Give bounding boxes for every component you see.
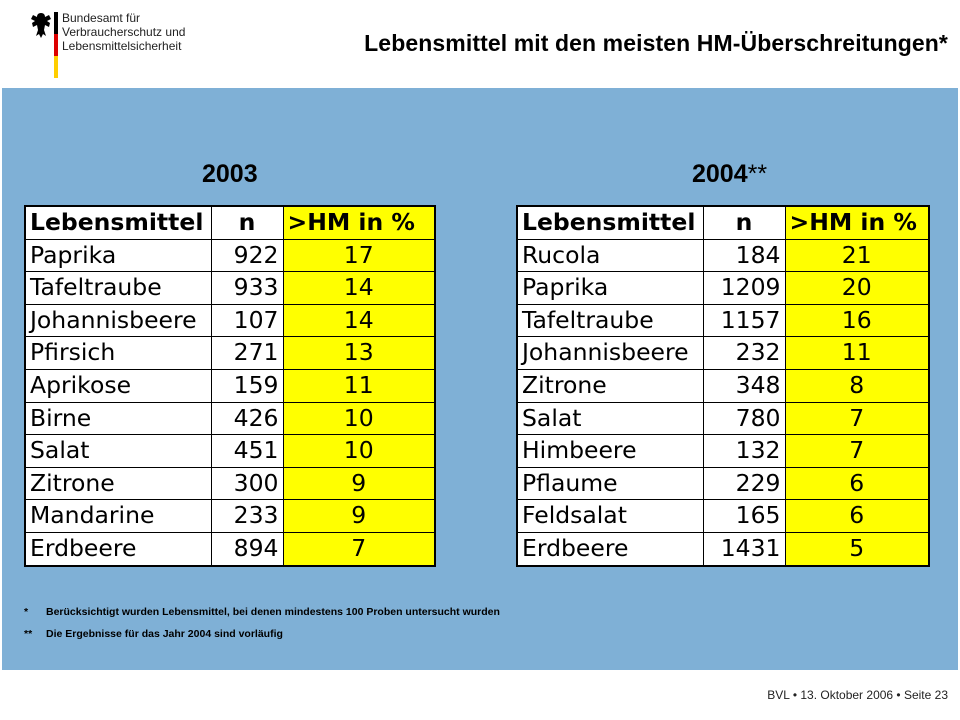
cell-n: 1431: [703, 532, 785, 565]
footnote-1: [24, 606, 500, 618]
cell-n: 159: [211, 369, 283, 402]
cell-n: 451: [211, 435, 283, 468]
cell-n: 348: [703, 369, 785, 402]
footnote-2: [24, 628, 283, 640]
table-row: [25, 304, 435, 337]
table-row: [517, 369, 929, 402]
table-row: [25, 272, 435, 305]
cell-food: Feldsalat: [517, 500, 703, 533]
bvl-logo: [28, 10, 228, 80]
table-row: [25, 467, 435, 500]
cell-food: Salat: [517, 402, 703, 435]
cell-food: Mandarine: [25, 500, 211, 533]
cell-pct: 7: [283, 532, 435, 565]
cell-n: 107: [211, 304, 283, 337]
year-2003-heading: [202, 160, 258, 189]
cell-food: Tafeltraube: [517, 304, 703, 337]
table-row: [517, 435, 929, 468]
header-pct: >HM in %: [785, 206, 929, 239]
header-food: Lebensmittel: [25, 206, 211, 239]
cell-food: Salat: [25, 435, 211, 468]
cell-pct: 14: [283, 272, 435, 305]
cell-food: Erdbeere: [25, 532, 211, 565]
table-row: [517, 304, 929, 337]
footnote-1-text: Berücksichtigt wurden Lebensmittel, bei denen mindestens 100 Proben untersucht wurden: [46, 606, 500, 618]
table-row: [517, 337, 929, 370]
slide-footer: BVL • 13. Oktober 2006 • Seite 23: [767, 688, 948, 702]
table-row: [25, 500, 435, 533]
year-2004-heading: [692, 160, 767, 189]
cell-pct: 20: [785, 272, 929, 305]
cell-food: Pfirsich: [25, 337, 211, 370]
cell-n: 1209: [703, 272, 785, 305]
table-row: [25, 239, 435, 272]
year-2004-label: 2004: [692, 160, 748, 188]
cell-pct: 17: [283, 239, 435, 272]
cell-n: 233: [211, 500, 283, 533]
cell-food: Erdbeere: [517, 532, 703, 565]
logo-line-3: Lebensmittelsicherheit: [62, 39, 182, 53]
federal-eagle-icon: [28, 10, 54, 40]
logo-line-1: Bundesamt für: [62, 11, 141, 25]
table-row: [25, 337, 435, 370]
cell-n: 894: [211, 532, 283, 565]
cell-pct: 10: [283, 402, 435, 435]
footnote-1-mark: *: [24, 606, 29, 618]
header-pct: >HM in %: [283, 206, 435, 239]
cell-pct: 8: [785, 369, 929, 402]
cell-n: 1157: [703, 304, 785, 337]
cell-food: Zitrone: [25, 467, 211, 500]
table-row: [517, 272, 929, 305]
table-2003: [24, 205, 436, 567]
page-title: Lebensmittel mit den meisten HM-Überschreitungen*: [364, 30, 948, 56]
cell-food: Zitrone: [517, 369, 703, 402]
table-row: [517, 402, 929, 435]
cell-n: 184: [703, 239, 785, 272]
cell-n: 933: [211, 272, 283, 305]
cell-pct: 16: [785, 304, 929, 337]
cell-food: Birne: [25, 402, 211, 435]
table-row: [25, 532, 435, 565]
cell-n: 132: [703, 435, 785, 468]
table-header-row: [517, 206, 929, 239]
header-n: n: [703, 206, 785, 239]
year-2003-label: 2003: [202, 160, 258, 188]
cell-n: 271: [211, 337, 283, 370]
cell-food: Johannisbeere: [517, 337, 703, 370]
cell-pct: 9: [283, 500, 435, 533]
cell-food: Himbeere: [517, 435, 703, 468]
cell-pct: 6: [785, 467, 929, 500]
cell-n: 229: [703, 467, 785, 500]
cell-food: Pflaume: [517, 467, 703, 500]
logo-text: [62, 11, 185, 53]
table-row: [517, 500, 929, 533]
cell-food: Paprika: [25, 239, 211, 272]
table-row: [517, 467, 929, 500]
cell-pct: 5: [785, 532, 929, 565]
flag-bar: [54, 12, 58, 78]
footnote-2-text: Die Ergebnisse für das Jahr 2004 sind vorläufig: [46, 628, 283, 640]
table-header-row: [25, 206, 435, 239]
cell-n: 232: [703, 337, 785, 370]
logo-line-2: Verbraucherschutz und: [62, 25, 186, 39]
cell-pct: 13: [283, 337, 435, 370]
cell-food: Rucola: [517, 239, 703, 272]
cell-n: 426: [211, 402, 283, 435]
cell-food: Johannisbeere: [25, 304, 211, 337]
cell-pct: 10: [283, 435, 435, 468]
header-n: n: [211, 206, 283, 239]
header-food: Lebensmittel: [517, 206, 703, 239]
year-2004-stars: **: [747, 160, 768, 188]
table-2004: [516, 205, 930, 567]
table-row: [25, 369, 435, 402]
cell-pct: 9: [283, 467, 435, 500]
cell-food: Paprika: [517, 272, 703, 305]
table-row: [517, 532, 929, 565]
cell-pct: 21: [785, 239, 929, 272]
footnote-2-mark: **: [24, 628, 33, 640]
cell-pct: 7: [785, 435, 929, 468]
cell-n: 300: [211, 467, 283, 500]
cell-pct: 14: [283, 304, 435, 337]
cell-pct: 11: [283, 369, 435, 402]
cell-n: 165: [703, 500, 785, 533]
content-panel: [2, 88, 958, 670]
cell-n: 922: [211, 239, 283, 272]
table-row: [25, 402, 435, 435]
cell-pct: 6: [785, 500, 929, 533]
table-row: [517, 239, 929, 272]
cell-food: Tafeltraube: [25, 272, 211, 305]
cell-n: 780: [703, 402, 785, 435]
table-row: [25, 435, 435, 468]
cell-pct: 7: [785, 402, 929, 435]
cell-pct: 11: [785, 337, 929, 370]
cell-food: Aprikose: [25, 369, 211, 402]
